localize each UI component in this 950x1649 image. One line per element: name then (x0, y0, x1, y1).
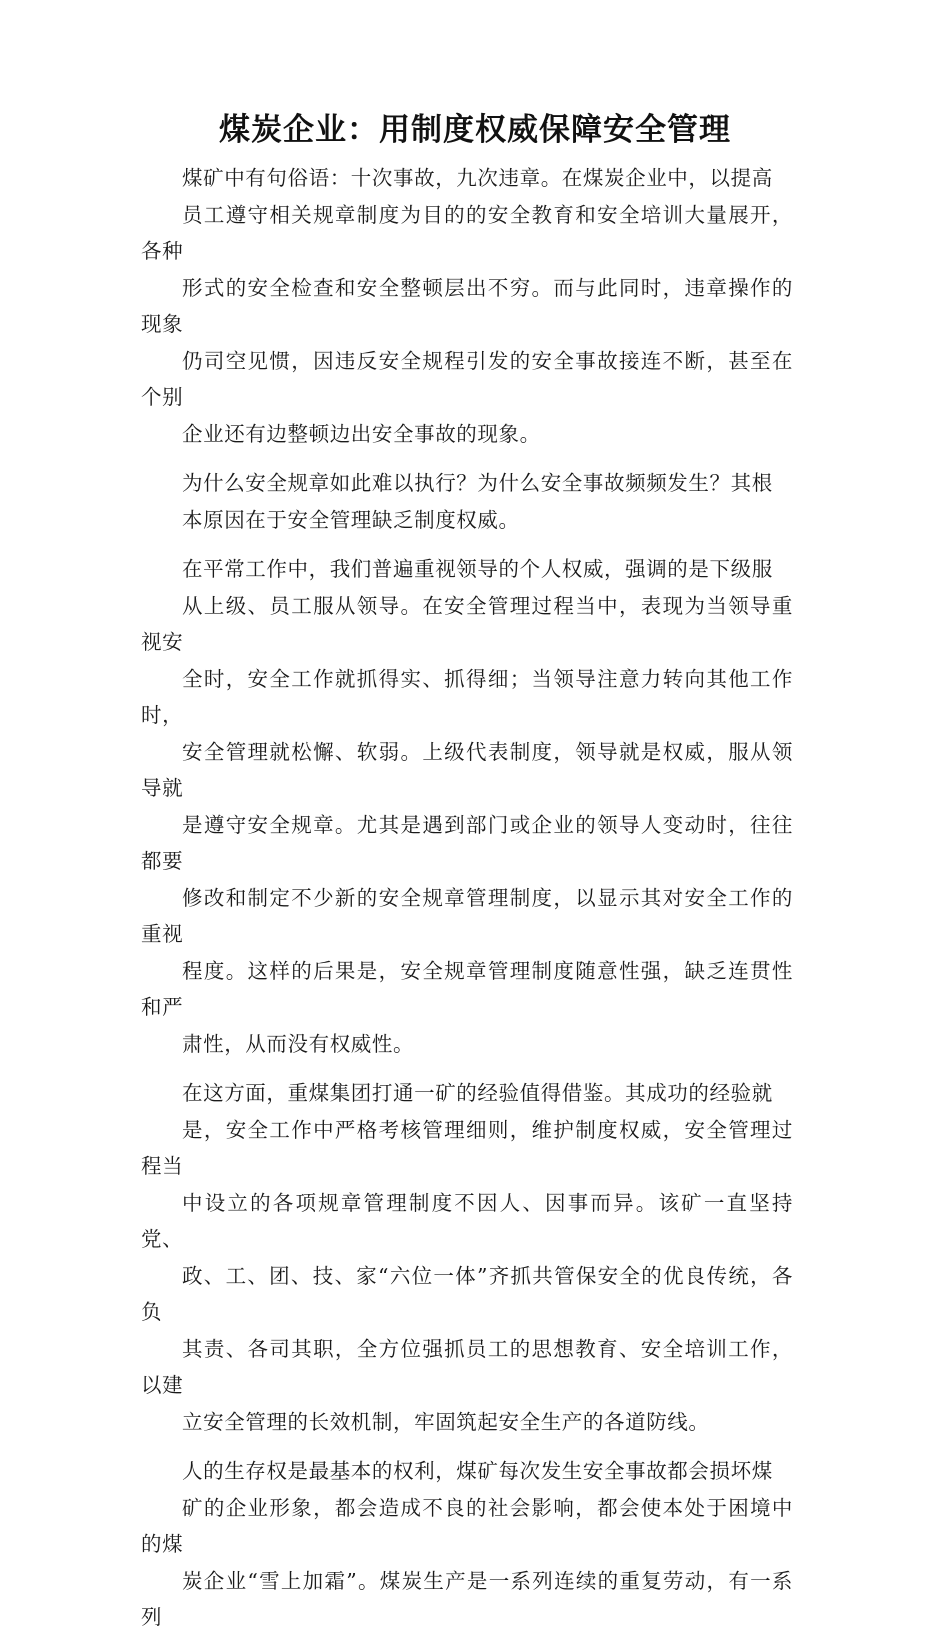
paragraph-line: 立安全管理的长效机制，牢固筑起安全生产的各道防线。 (182, 1409, 710, 1434)
document-title: 煤炭企业：用制度权威保障安全管理 (219, 112, 731, 148)
paragraph-1 (141, 160, 793, 452)
paragraph-line: 在这方面，重煤集团打通一矿的经验值得借鉴。其成功的经验就 (182, 1081, 773, 1105)
paragraph-line: 从上级、员工服从领导。在安全管理过程当中，表现为当领导重视安 (141, 593, 793, 654)
paragraph-line: 是遵守安全规章。尤其是遇到部门或企业的领导人变动时，往往都要 (141, 812, 793, 873)
paragraph-line: 人的生存权是最基本的权利，煤矿每次发生安全事故都会损坏煤 (182, 1459, 773, 1483)
paragraph-line: 仍司空见惯，因违反安全规程引发的安全事故接连不断，甚至在个别 (141, 348, 793, 409)
paragraph-line: 为什么安全规章如此难以执行？为什么安全事故频频发生？其根 (182, 471, 773, 495)
paragraph-line: 全时，安全工作就抓得实、抓得细；当领导注意力转向其他工作时， (141, 666, 793, 727)
paragraph-line: 矿的企业形象，都会造成不良的社会影响，都会使本处于困境中的煤 (141, 1495, 793, 1556)
paragraph-line: 是，安全工作中严格考核管理细则，维护制度权威，安全管理过程当 (141, 1117, 793, 1178)
paragraph-line: 安全管理就松懈、软弱。上级代表制度，领导就是权威，服从领导就 (141, 739, 793, 800)
document-body (141, 160, 793, 1649)
paragraph-5 (141, 1453, 793, 1636)
paragraph-line: 炭企业“雪上加霜”。煤炭生产是一系列连续的重复劳动，有一系列 (141, 1568, 793, 1629)
paragraph-4 (141, 1075, 793, 1440)
paragraph-line: 肃性，从而没有权威性。 (182, 1031, 415, 1056)
paragraph-3 (141, 551, 793, 1062)
paragraph-line: 企业还有边整顿边出安全事故的现象。 (182, 421, 541, 446)
paragraph-line: 程度。这样的后果是，安全规章管理制度随意性强，缺乏连贯性和严 (141, 958, 793, 1019)
paragraph-line: 员工遵守相关规章制度为目的的安全教育和安全培训大量展开，各种 (141, 202, 793, 263)
paragraph-line: 中设立的各项规章管理制度不因人、因事而异。该矿一直坚持党、 (141, 1190, 793, 1251)
paragraph-line: 本原因在于安全管理缺乏制度权威。 (182, 507, 520, 532)
paragraph-line: 在平常工作中，我们普遍重视领导的个人权威，强调的是下级服 (182, 557, 773, 581)
paragraph-line: 形式的安全检查和安全整顿层出不穷。而与此同时，违章操作的现象 (141, 275, 793, 336)
paragraph-line: 煤矿中有句俗语：十次事故，九次违章。在煤炭企业中，以提高 (182, 166, 773, 190)
paragraph-line: 其责、各司其职，全方位强抓员工的思想教育、安全培训工作，以建 (141, 1336, 793, 1397)
paragraph-2 (141, 465, 793, 538)
paragraph-line: 修改和制定不少新的安全规章管理制度，以显示其对安全工作的重视 (141, 885, 793, 946)
paragraph-line: 政、工、团、技、家“六位一体”齐抓共管保安全的优良传统，各负 (141, 1263, 793, 1324)
